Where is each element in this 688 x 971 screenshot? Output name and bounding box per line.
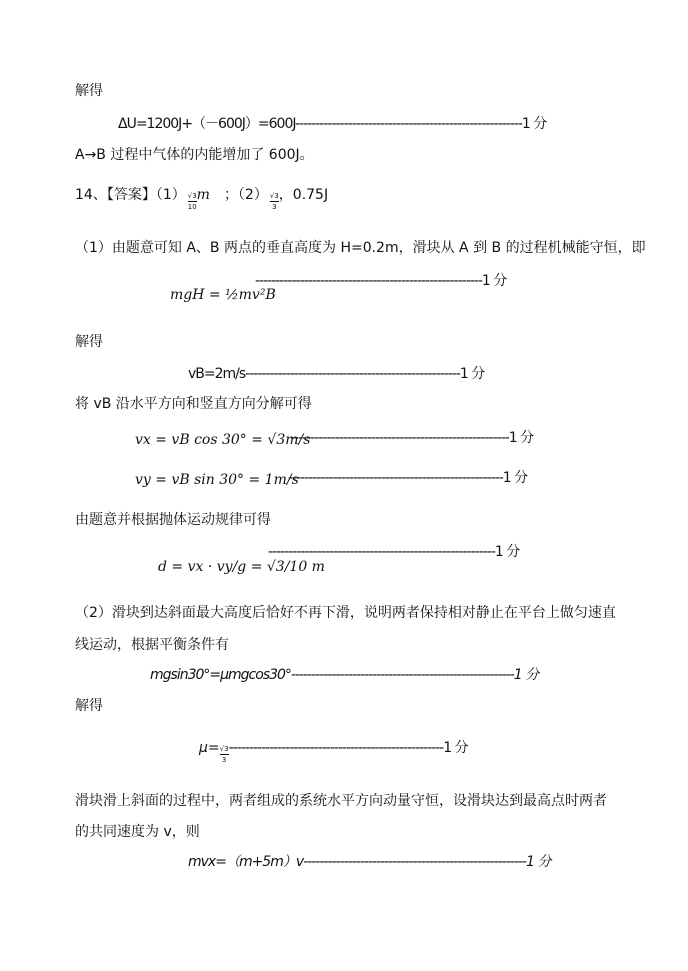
text-line-part2-cont: 线运动，根据平衡条件有: [75, 637, 229, 653]
text-line-internal-energy: A→B 过程中气体的内能增加了 600J。: [75, 147, 314, 163]
answer-suffix: ，0.75J: [278, 187, 329, 203]
answer-separator: ；（2）: [223, 187, 268, 203]
text-line-jiede-2: 解得: [75, 334, 103, 350]
answer-1-numerator: √3: [187, 192, 197, 200]
answer-1-fraction: [188, 192, 197, 212]
score-line-vy: -----------------------------------------------------1 分: [288, 470, 528, 486]
score-line-d: --------------------------------------------------------1 分: [268, 544, 520, 560]
equation-momentum-conservation: mvx=（m+5m）v-------------------------------------------------------1 分: [188, 854, 551, 870]
answer-2-fraction: [270, 192, 279, 212]
text-line-part1-intro: （1）由题意可知 A、B 两点的垂直高度为 H=0.2m，滑块从 A 到 B 的过程机械能守恒，即: [75, 240, 646, 256]
text-line-common-velocity: 的共同速度为 v，则: [75, 824, 200, 840]
answer-header: [75, 178, 328, 212]
score-line-eq1: --------------------------------------------------------1 分: [255, 273, 507, 289]
equation-vx: vx = vB cos 30° = √3m/s: [135, 432, 311, 448]
equation-friction-balance: mgsin30°=μmgcos30°-------------------------------------------------------1 分: [150, 667, 539, 683]
text-line-delta-u: ΔU=1200J+（－600J）=600J--------------------------------------------------------1 分: [118, 116, 547, 132]
answer-prefix: 14、【答案】（1）: [75, 187, 186, 203]
equation-energy-conservation: mgH = ½mv²B: [170, 287, 276, 303]
answer-1-unit: m: [196, 187, 210, 203]
equation-d: d = vx · vy/g = √3/10 m: [158, 559, 325, 575]
text-line-momentum: 滑块滑上斜面的过程中，两者组成的系统水平方向动量守恒，设滑块达到最高点时两者: [75, 793, 607, 809]
score-line-vx: ------------------------------------------------------1 分: [290, 430, 534, 446]
text-line-jiede-3: 解得: [75, 698, 103, 714]
score-line-mu: -----------------------------------------------------1 分: [228, 740, 468, 756]
answer-2-numerator: √3: [269, 192, 279, 200]
text-line-part2-intro: （2）滑块到达斜面最大高度后恰好不再下滑，说明两者保持相对静止在平台上做匀速直: [75, 605, 616, 621]
mu-denominator: 3: [220, 754, 229, 765]
text-line-vb: vB=2m/s-----------------------------------------------------1 分: [188, 366, 485, 382]
answer-1-denominator: 10: [187, 203, 197, 211]
mu-fraction: [220, 745, 229, 765]
text-line-decompose: 将 vB 沿水平方向和竖直方向分解可得: [75, 396, 312, 412]
equation-vy: vy = vB sin 30° = 1m/s: [135, 472, 299, 488]
text-line-jiede-1: 解得: [75, 83, 103, 99]
mu-label: μ=: [199, 740, 220, 756]
equation-mu: [199, 731, 468, 765]
text-line-projectile: 由题意并根据抛体运动规律可得: [75, 512, 271, 528]
mu-numerator: √3: [219, 745, 229, 753]
answer-2-denominator: 3: [270, 201, 279, 212]
